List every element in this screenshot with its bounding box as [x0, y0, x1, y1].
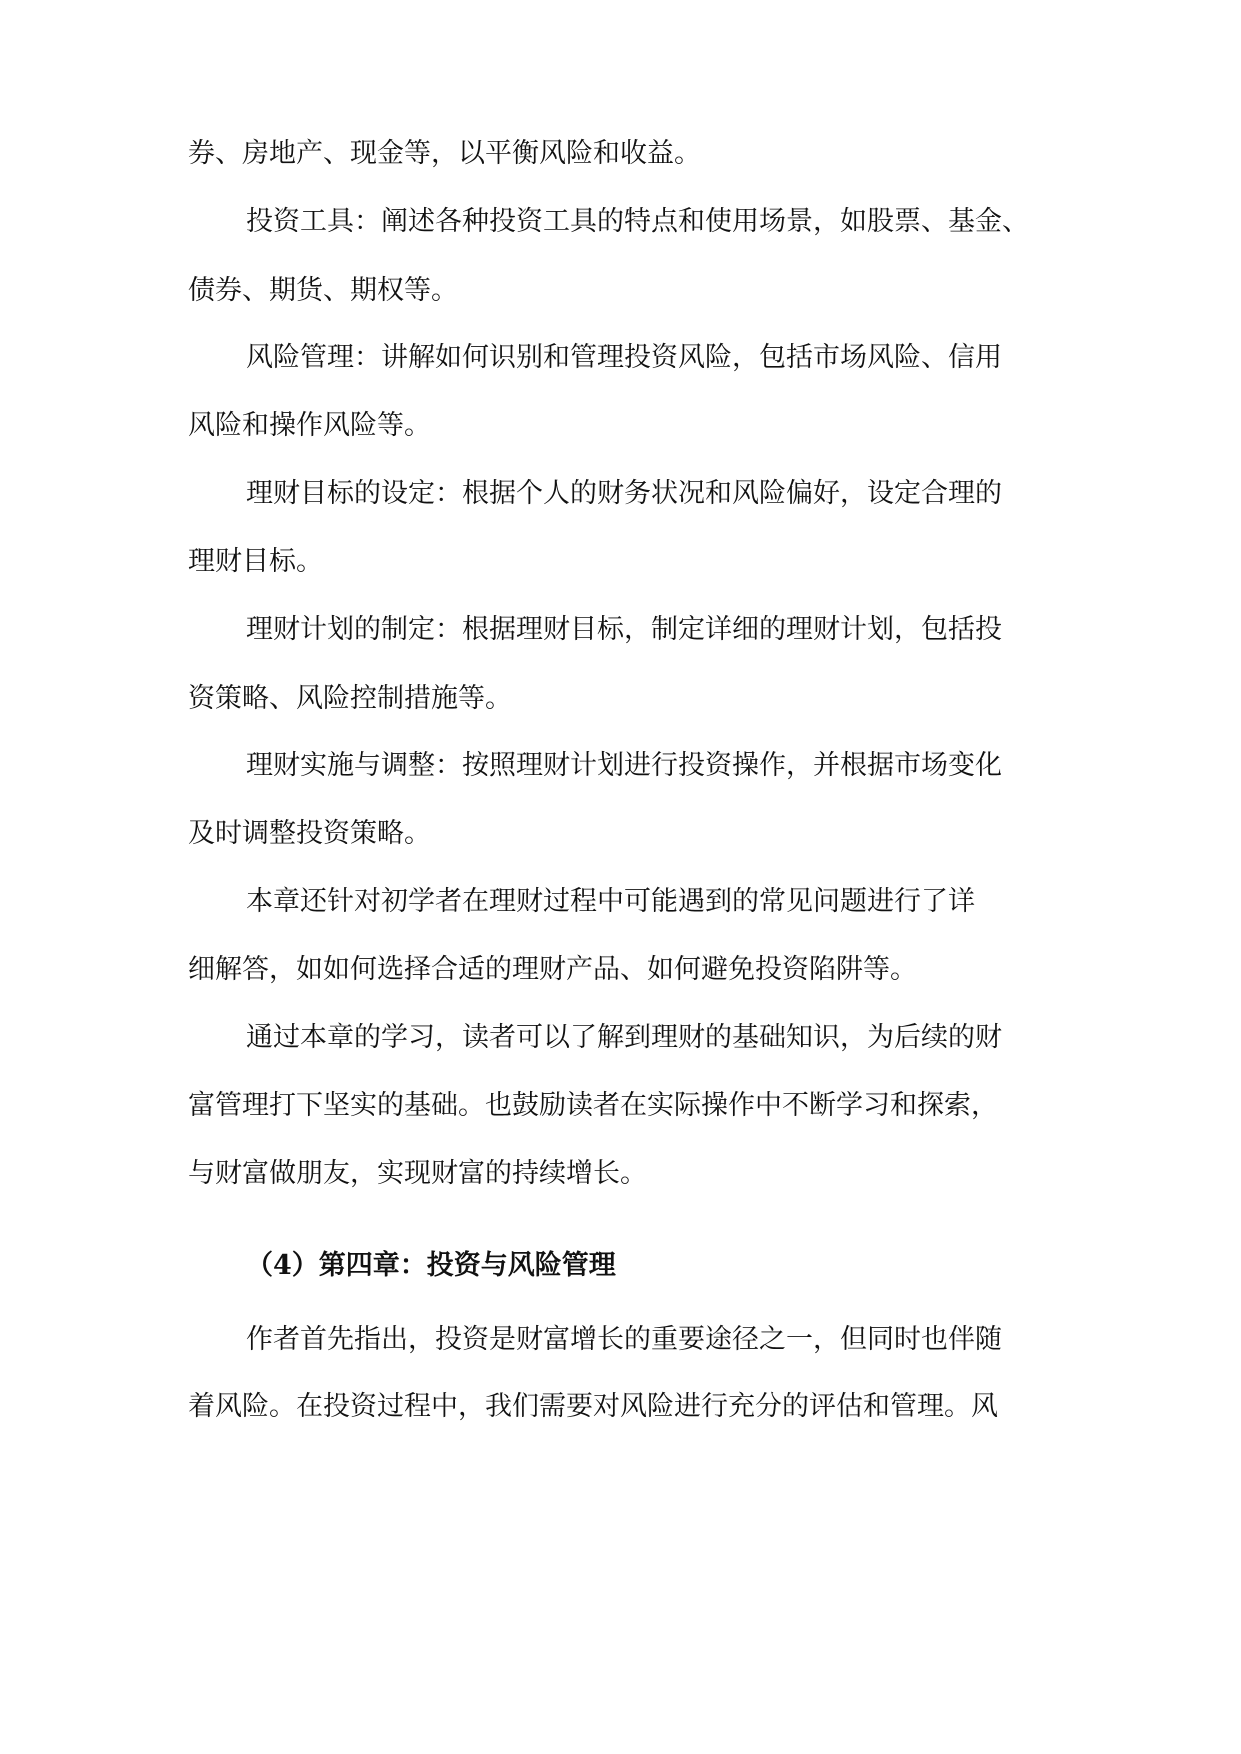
paragraph-line: 作者首先指出，投资是财富增长的重要途径之一，但同时也伴随 [246, 1324, 1002, 1355]
paragraph-line: 风险和操作风险等。 [188, 410, 431, 441]
paragraph-line: 本章还针对初学者在理财过程中可能遇到的常见问题进行了详 [246, 886, 975, 917]
paragraph-line: 理财目标。 [188, 546, 323, 577]
paragraph-line: 理财目标的设定：根据个人的财务状况和风险偏好，设定合理的 [246, 478, 1002, 509]
paragraph-line: 投资工具：阐述各种投资工具的特点和使用场景，如股票、基金、 [246, 206, 1029, 237]
paragraph-line: 与财富做朋友，实现财富的持续增长。 [188, 1158, 647, 1189]
paragraph-line: 债券、期货、期权等。 [188, 275, 458, 306]
paragraph-line: 资策略、风险控制措施等。 [188, 683, 512, 714]
chapter-heading: （4）第四章：投资与风险管理 [246, 1250, 616, 1281]
paragraph-line: 理财计划的制定：根据理财目标，制定详细的理财计划，包括投 [246, 614, 1002, 645]
paragraph-line: 风险管理：讲解如何识别和管理投资风险，包括市场风险、信用 [246, 342, 1002, 373]
paragraph-line: 富管理打下坚实的基础。也鼓励读者在实际操作中不断学习和探索， [188, 1090, 998, 1121]
paragraph-line: 细解答，如如何选择合适的理财产品、如何避免投资陷阱等。 [188, 954, 917, 985]
paragraph-line: 着风险。在投资过程中，我们需要对风险进行充分的评估和管理。风 [188, 1391, 998, 1422]
paragraph-line: 及时调整投资策略。 [188, 818, 431, 849]
paragraph-line: 券、房地产、现金等，以平衡风险和收益。 [188, 138, 701, 169]
paragraph-line: 通过本章的学习，读者可以了解到理财的基础知识，为后续的财 [246, 1022, 1002, 1053]
paragraph-line: 理财实施与调整：按照理财计划进行投资操作，并根据市场变化 [246, 750, 1002, 781]
